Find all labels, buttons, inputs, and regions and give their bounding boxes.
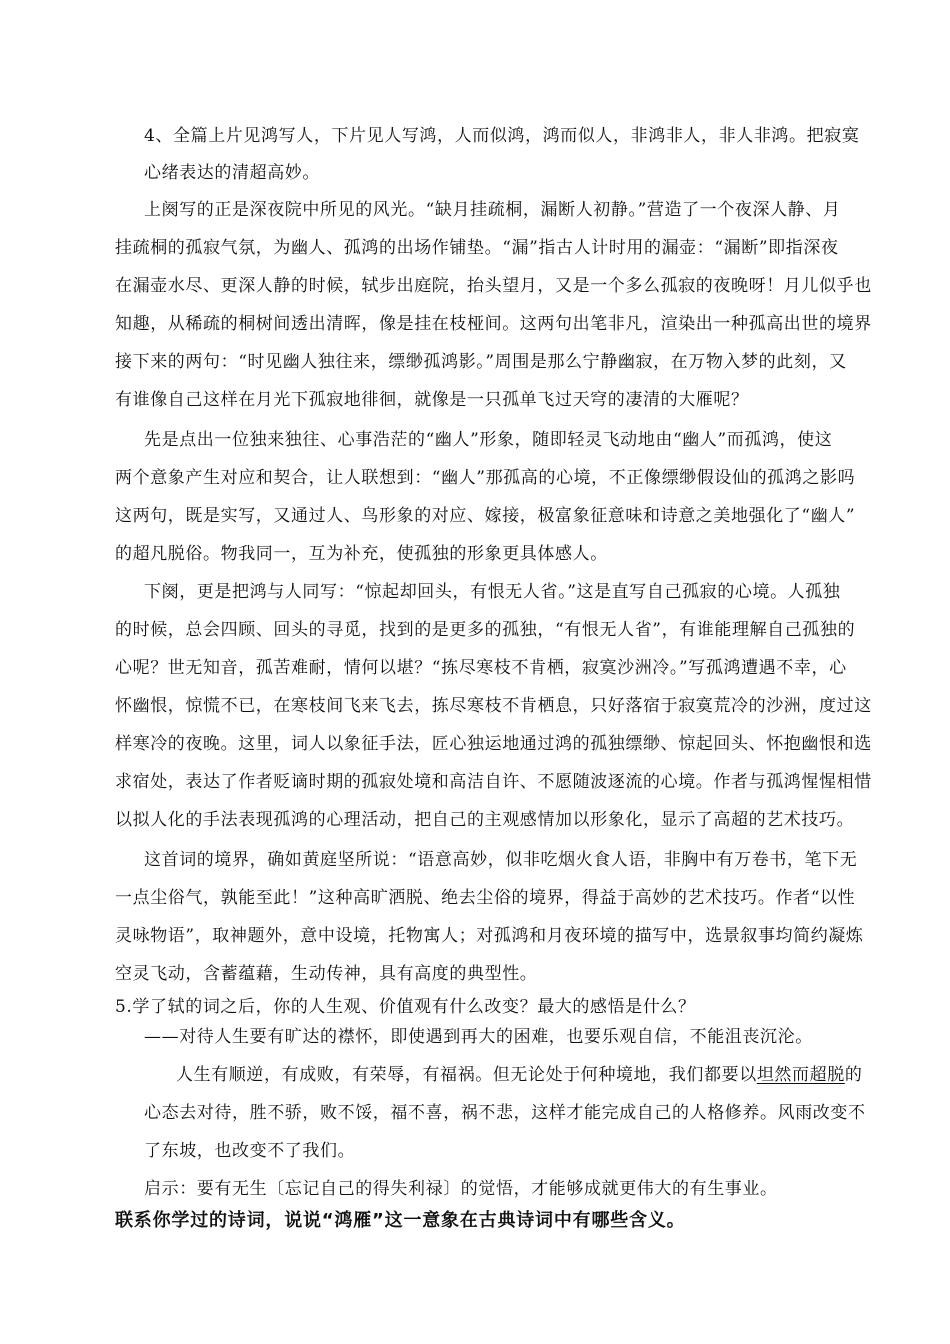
paragraph-line: 以拟人化的手法表现孤鸿的心理活动，把自己的主观感情加以形象化，显示了高超的艺术技巧。: [115, 810, 855, 830]
paragraph-line: 两个意象产生对应和契合，让人联想到：“幽人”那孤高的心境，不正像缥缈假设仙的孤鸿之影吗: [115, 468, 856, 488]
paragraph-line: 的超凡脱俗。物我同一，互为补充，使孤独的形象更具体感人。: [115, 544, 608, 564]
point4-line1: 4、全篇上片见鸿写人，下片见人写鸿，人而似鸿，鸿而似人，非鸿非人，非人非鸿。把寂寞: [144, 126, 860, 146]
paragraph-line: 心呢？世无知音，孤苦难耐，情何以堪？“拣尽寒枝不肯栖，寂寞沙洲冷。”写孤鸿遭遇不幸，心: [115, 658, 847, 678]
paragraph-text: 人生有顺逆，有成败，有荣辱，有福祸。但无论处于何种境地，我们都要以: [176, 1065, 757, 1085]
paragraph-line: 求宿处，表达了作者贬谪时期的孤寂处境和高洁自许、不愿随波逐流的心境。作者与孤鸿惺惺相惜: [115, 772, 872, 792]
paragraph-line: 上阕写的正是深夜院中所见的风光。“缺月挂疏桐，漏断人初静。”营造了一个夜深人静、月: [144, 200, 841, 220]
underlined-phrase: 坦然而超脱: [756, 1065, 845, 1085]
paragraph-line: [176, 1064, 862, 1086]
paragraph-line: 这两句，既是实写，又通过人、鸟形象的对应、嫁接，极富象征意味和诗意之美地强化了“幽人”: [115, 506, 856, 526]
question-5: 5.学了轼的词之后，你的人生观、价值观有什么改变？最大的感悟是什么？: [115, 997, 696, 1017]
answer-5: ——对待人生要有旷达的襟怀，即使遇到再大的困难，也要乐观自信，不能沮丧沉沦。: [144, 1027, 813, 1047]
paragraph-line: 挂疏桐的孤寂气氛，为幽人、孤鸿的出场作铺垫。“漏”指古人计时用的漏壶：“漏断”即指深夜: [115, 238, 839, 258]
paragraph-line: 心态去对待，胜不骄，败不馁，福不喜，祸不悲，这样才能完成自己的人格修养。风雨改变不: [144, 1103, 866, 1123]
paragraph-line: 这首词的境界，确如黄庭坚所说：“语意高妙，似非吃烟火食人语，非胸中有万卷书，笔下无: [144, 850, 858, 870]
paragraph-text: 的: [844, 1065, 863, 1085]
paragraph-line: 了东坡，也改变不了我们。: [144, 1141, 356, 1161]
paragraph-line: 在漏壶水尽、更深人静的时候，轼步出庭院，抬头望月，又是一个多么孤寂的夜晚呀！月儿似乎也: [115, 276, 872, 296]
inspiration-line: 启示：要有无生〔忘记自己的得失利禄〕的觉悟，才能够成就更伟大的有生事业。: [144, 1179, 778, 1199]
paragraph-line: 灵咏物语”，取神题外，意中设境，托物寓人；对孤鸿和月夜环境的描写中，选景叙事均简约凝炼: [115, 926, 864, 946]
final-question-heading: 联系你学过的诗词，说说“鸿雁”这一意象在古典诗词中有哪些含义。: [115, 1210, 686, 1231]
paragraph-line: 下阕，更是把鸿与人同写：“惊起却回头，有恨无人省。”这是直写自己孤寂的心境。人孤独: [144, 582, 841, 602]
paragraph-line: 先是点出一位独来独往、心事浩茫的“幽人”形象，随即轻灵飞动地由“幽人”而孤鸿，使这: [144, 430, 833, 450]
paragraph-line: 样寒冷的夜晚。这里，词人以象征手法，匠心独运地通过鸿的孤独缥缈、惊起回头、怀抱幽恨和选: [115, 734, 872, 754]
paragraph-line: 怀幽恨，惊慌不已，在寒枝间飞来飞去，拣尽寒枝不肯栖息，只好落宿于寂寞荒冷的沙洲，度过这: [115, 696, 872, 716]
paragraph-line: 的时候，总会四顾、回头的寻觅，找到的是更多的孤独，“有恨无人省”，有谁能理解自己孤独的: [115, 620, 856, 640]
point4-line2: 心绪表达的清超高妙。: [144, 163, 320, 183]
paragraph-line: 知趣，从稀疏的桐树间透出清晖，像是挂在枝桠间。这两句出笔非凡，渲染出一种孤高出世的境界: [115, 314, 872, 334]
paragraph-line: 一点尘俗气，孰能至此！”这种高旷洒脱、绝去尘俗的境界，得益于高妙的艺术技巧。作者“以性: [115, 888, 856, 908]
paragraph-line: 空灵飞动，含蓄蕴藉，生动传神，具有高度的典型性。: [115, 964, 538, 984]
paragraph-line: 接下来的两句：“时见幽人独往来，缥缈孤鸿影。”周围是那么宁静幽寂，在万物入梦的此刻，又: [115, 352, 847, 372]
paragraph-line: 有谁像自己这样在月光下孤寂地徘徊，就像是一只孤单飞过天穹的凄清的大雁呢？: [115, 390, 749, 410]
